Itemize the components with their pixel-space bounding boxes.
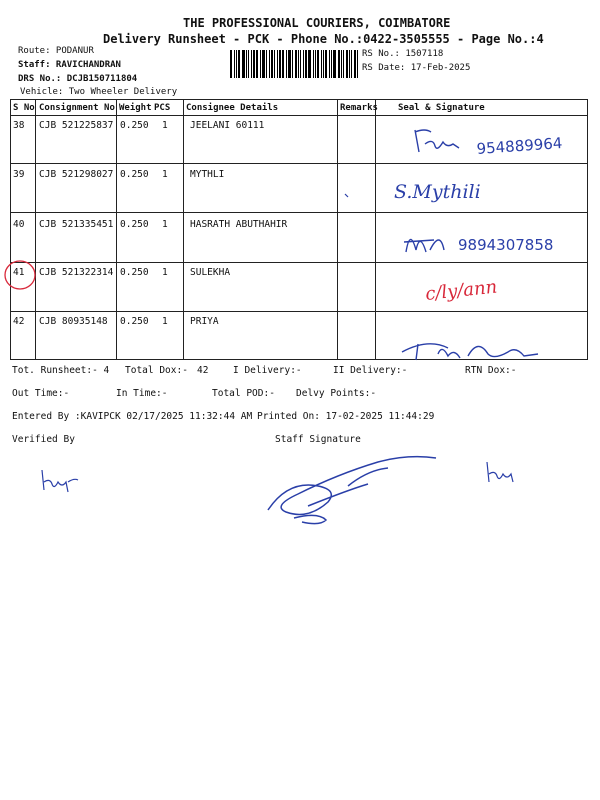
- printed-on: Printed On: 17-02-2025 11:44:29: [257, 411, 435, 422]
- barcode-bar: [230, 50, 232, 78]
- col-header-pcs: PCS: [154, 103, 171, 113]
- row-weight: 0.250: [120, 120, 149, 131]
- handwritten-signature-row-41: [420, 272, 540, 312]
- row-weight: 0.250: [120, 267, 149, 278]
- barcode-bar: [236, 50, 237, 78]
- total-dox-value: 42: [197, 365, 209, 376]
- barcode-bar: [256, 50, 258, 78]
- row-pcs: 1: [162, 267, 168, 278]
- staff-signature-label: Staff Signature: [275, 434, 361, 445]
- row-rule: [10, 163, 588, 164]
- barcode-bar: [317, 50, 319, 78]
- barcode-bar: [279, 50, 281, 78]
- barcode-bar: [253, 50, 255, 78]
- barcode-bar: [251, 50, 252, 78]
- vehicle-label: Vehicle: Two Wheeler Delivery: [20, 87, 178, 97]
- runsheet-subtitle: Delivery Runsheet - PCK - Phone No.:0422-3505555 - Page No.:4: [103, 32, 544, 46]
- table-header-rule: [10, 115, 588, 116]
- row-consignment: CJB 521322314: [39, 267, 114, 278]
- row-pcs: 1: [162, 120, 168, 131]
- col-header-signature: Seal & Signature: [398, 103, 485, 113]
- barcode-bar: [262, 50, 265, 78]
- staff-signature-mark: [258, 450, 458, 530]
- svg-text:9894307858: 9894307858: [458, 236, 554, 254]
- row-consignment: CJB 521298027: [39, 169, 114, 180]
- table-top-rule: [10, 99, 588, 100]
- barcode-bar: [300, 50, 301, 78]
- barcode-bar: [246, 50, 247, 78]
- row-consignee: HASRATH ABUTHAHIR: [190, 219, 288, 230]
- company-title: THE PROFESSIONAL COURIERS, COIMBATORE: [183, 16, 451, 30]
- barcode-bar: [282, 50, 284, 78]
- tot-runsheet: Tot. Runsheet:- 4: [12, 365, 110, 376]
- barcode-bar: [271, 50, 273, 78]
- total-pod: Total POD:-: [212, 388, 275, 399]
- barcode-bar: [303, 50, 304, 78]
- barcode-bar: [266, 50, 267, 78]
- col-header-consignee: Consignee Details: [186, 103, 279, 113]
- barcode-bar: [346, 50, 348, 78]
- col-header-sno: S No: [13, 103, 35, 113]
- barcode-bar: [238, 50, 240, 78]
- barcode-bar: [277, 50, 278, 78]
- col-rule: [116, 99, 117, 359]
- rtn-dox: RTN Dox:-: [465, 365, 517, 376]
- rs-date: RS Date: 17-Feb-2025: [362, 63, 471, 73]
- barcode-bar: [329, 50, 330, 78]
- entered-by: Entered By :KAVIPCK 02/17/2025 11:32:44 AM: [12, 411, 253, 422]
- row-consignment: CJB 521335451: [39, 219, 114, 230]
- handwritten-signature-row-42: [398, 330, 568, 370]
- delvy-points: Delvy Points:-: [296, 388, 377, 399]
- row-pcs: 1: [162, 219, 168, 230]
- col-rule: [375, 99, 376, 359]
- in-time: In Time:-: [116, 388, 168, 399]
- row-consignee: MYTHLI: [190, 169, 225, 180]
- verified-by-label: Verified By: [12, 434, 75, 445]
- row-pcs: 1: [162, 169, 168, 180]
- barcode-bar: [274, 50, 275, 78]
- svg-text:954889964: 954889964: [476, 134, 563, 158]
- handwritten-signature-row-40: [400, 222, 590, 262]
- row-weight: 0.250: [120, 169, 149, 180]
- barcode-bar: [349, 50, 350, 78]
- row-weight: 0.250: [120, 219, 149, 230]
- total-dox-label: Total Dox:-: [125, 365, 188, 376]
- i-delivery: I Delivery:-: [233, 365, 302, 376]
- barcode-bar: [298, 50, 299, 78]
- barcode-bar: [234, 50, 235, 78]
- barcode-bar: [341, 50, 342, 78]
- row-consignment: CJB 521225837: [39, 120, 114, 131]
- col-rule: [35, 99, 36, 359]
- barcode-bar: [321, 50, 322, 78]
- col-rule: [10, 99, 11, 359]
- verified-by-signature: [38, 468, 88, 498]
- staff-signature-initials: [483, 460, 523, 490]
- row-pcs: 1: [162, 316, 168, 327]
- barcode-bar: [354, 50, 356, 78]
- route-label: Route: PODANUR: [18, 46, 94, 56]
- handwritten-signature-row-39: [390, 168, 530, 208]
- barcode-bar: [242, 50, 245, 78]
- barcode-bar: [333, 50, 336, 78]
- svg-text:c/ly/ann: c/ly/ann: [424, 276, 499, 305]
- barcode-bar: [269, 50, 270, 78]
- rs-number: RS No.: 1507118: [362, 49, 444, 59]
- barcode: [230, 50, 360, 78]
- red-circle-annotation: [2, 258, 42, 292]
- row-rule: [10, 262, 588, 263]
- barcode-bar: [308, 50, 311, 78]
- col-rule: [183, 99, 184, 359]
- barcode-bar: [357, 50, 358, 78]
- col-header-consignment: Consignment No: [39, 103, 115, 113]
- row-sno: 42: [13, 316, 25, 327]
- barcode-bar: [288, 50, 291, 78]
- barcode-bar: [313, 50, 314, 78]
- barcode-bar: [305, 50, 307, 78]
- barcode-bar: [286, 50, 287, 78]
- drs-number: DRS No.: DCJB150711804: [18, 74, 138, 84]
- out-time: Out Time:-: [12, 388, 70, 399]
- handwritten-signature-row-38: [385, 122, 585, 162]
- barcode-bar: [323, 50, 324, 78]
- ii-delivery: II Delivery:-: [333, 365, 408, 376]
- barcode-bar: [338, 50, 340, 78]
- row-consignee: PRIYA: [190, 316, 219, 327]
- row-sno: 40: [13, 219, 25, 230]
- row-consignee: SULEKHA: [190, 267, 231, 278]
- svg-text:S.Mythili: S.Mythili: [394, 181, 481, 203]
- row-rule: [10, 212, 588, 213]
- barcode-bar: [343, 50, 344, 78]
- barcode-bar: [325, 50, 327, 78]
- row-sno: 39: [13, 169, 25, 180]
- barcode-bar: [292, 50, 293, 78]
- barcode-bar: [351, 50, 352, 78]
- barcode-bar: [331, 50, 332, 78]
- row-weight: 0.250: [120, 316, 149, 327]
- barcode-bar: [260, 50, 261, 78]
- col-header-remarks: Remarks: [340, 103, 378, 113]
- col-rule: [337, 99, 338, 359]
- barcode-bar: [295, 50, 297, 78]
- row-sno: 41: [13, 267, 25, 278]
- barcode-bar: [248, 50, 249, 78]
- barcode-bar: [315, 50, 316, 78]
- row-consignee: JEELANI 60111: [190, 120, 265, 131]
- row-sno: 38: [13, 120, 25, 131]
- remarks-tick-mark: [343, 190, 353, 200]
- staff-label: Staff: RAVICHANDRAN: [18, 60, 121, 70]
- row-consignment: CJB 80935148: [39, 316, 108, 327]
- col-header-weight: Weight: [119, 103, 152, 113]
